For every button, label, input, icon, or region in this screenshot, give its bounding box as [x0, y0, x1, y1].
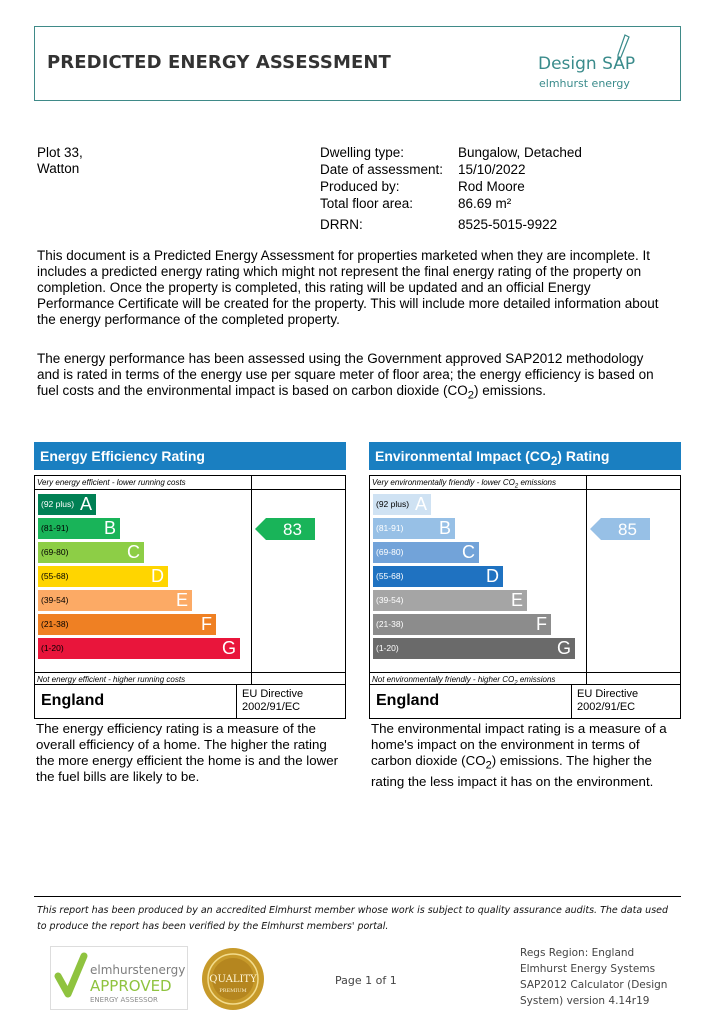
top-caption	[372, 478, 556, 490]
description-text: ) emissions. The higher the rating the less impact it has on the environment.	[371, 753, 654, 789]
chart-description	[371, 721, 681, 790]
band-range: (81-91)	[41, 523, 69, 533]
title-text: Environmental Impact (CO	[375, 448, 551, 464]
detail-label: Total floor area:	[320, 196, 414, 211]
rating-band-d	[373, 566, 503, 587]
current-rating-pointer	[590, 518, 660, 540]
title-text: ) Rating	[557, 448, 610, 464]
grid-line	[35, 672, 345, 673]
footer-note: This report has been produced by an accredited Elmhurst member whose work is subject to quality assurance audits. The data used to produce the report has been verified by the Elmhurst members' portal.	[37, 905, 669, 932]
top-caption: Very energy efficient - lower running costs	[37, 478, 186, 487]
band-letter: E	[510, 590, 523, 610]
detail-value: Bungalow, Detached	[458, 145, 582, 160]
bottom-caption: Not energy efficient - higher running costs	[37, 675, 186, 684]
address-line: Watton	[37, 161, 80, 176]
eu-directive	[242, 688, 303, 714]
regs-line: Regs Region: England	[520, 947, 635, 959]
property-address	[37, 145, 83, 177]
directive-line: 2002/91/EC	[242, 701, 301, 713]
energy-efficiency-chart	[34, 442, 346, 784]
pointer-tip	[255, 518, 266, 540]
description-text: The environmental impact rating is a measure of a home's impact on the environment in terms of carbon dioxide (CO	[371, 721, 667, 768]
rating-band-g	[38, 638, 240, 659]
caption-text: Not environmentally friendly - higher CO	[372, 675, 515, 684]
rating-band-c	[38, 542, 144, 563]
address-line: Plot 33,	[37, 145, 83, 160]
rating-band-c	[373, 542, 479, 563]
design-sap-logo: Design SAP	[538, 54, 636, 74]
rating-band-e	[373, 590, 527, 611]
page-title: PREDICTED ENERGY ASSESSMENT	[47, 52, 391, 73]
band-range: (1-20)	[41, 643, 64, 653]
seal-text: QUALITY	[209, 974, 257, 985]
rating-band-a	[373, 494, 431, 515]
chart-footer	[34, 685, 346, 719]
environmental-impact-chart	[369, 442, 681, 789]
regs-line: SAP2012 Calculator (Design	[520, 979, 668, 991]
pen-icon	[615, 33, 631, 63]
grid-divider	[251, 476, 252, 684]
directive-line: EU Directive	[577, 688, 639, 700]
approved-assessor-badge	[50, 946, 188, 1010]
caption-text: Very environmentally friendly - lower CO	[372, 478, 515, 487]
band-range: (69-80)	[41, 547, 69, 557]
chart-title	[369, 442, 681, 470]
band-letter: A	[79, 494, 92, 514]
band-range: (92 plus)	[41, 499, 75, 509]
current-rating-pointer	[255, 518, 325, 540]
band-range: (21-38)	[376, 619, 404, 629]
approved-brand: elmhurstenergy	[90, 963, 186, 977]
rating-grid	[34, 475, 346, 685]
chart-title: Energy Efficiency Rating	[34, 442, 346, 470]
regs-info	[520, 945, 667, 1009]
pointer-tip	[590, 518, 601, 540]
seal-sub: PREMIUM	[219, 988, 247, 994]
band-letter: D	[486, 566, 499, 586]
country-label: England	[41, 692, 105, 709]
current-rating-value: 85	[618, 520, 637, 539]
elmhurst-energy-logo-text: elmhurst energy	[539, 77, 630, 90]
intro-paragraph: This document is a Predicted Energy Assessment for properties marketed when they are incomplete. It includes a predicted energy rating which might not represent the final energy rating of the property on completion. Once the property is completed, this rating will be updated and an official Energy Performance Certificate will be created for the property. This will include more detailed information about the energy performance of the completed property.	[37, 248, 659, 327]
band-range: (21-38)	[41, 619, 69, 629]
page-number: Page 1 of 1	[335, 974, 397, 987]
band-letter: G	[221, 638, 236, 658]
methodology-paragraph	[37, 351, 667, 404]
rating-band-b	[38, 518, 120, 539]
band-range: (69-80)	[376, 547, 404, 557]
band-range: (55-68)	[376, 571, 404, 581]
band-letter: E	[175, 590, 188, 610]
regs-line: System) version 4.14r19	[520, 995, 650, 1007]
current-rating-value: 83	[283, 520, 302, 539]
rating-grid	[369, 475, 681, 685]
band-letter: F	[201, 614, 212, 634]
footer-divider	[34, 896, 681, 897]
grid-line	[370, 672, 680, 673]
subscript: 2	[514, 680, 518, 687]
detail-value: Rod Moore	[458, 179, 525, 194]
grid-divider	[586, 476, 587, 684]
band-letter: F	[536, 614, 547, 634]
band-range: (81-91)	[376, 523, 404, 533]
eu-directive	[577, 688, 638, 714]
detail-value: 86.69 m²	[458, 196, 512, 211]
country-label: England	[376, 692, 440, 709]
regs-line: Elmhurst Energy Systems	[520, 963, 656, 975]
detail-value: 15/10/2022	[458, 162, 526, 177]
band-letter: C	[462, 542, 475, 562]
band-letter: G	[556, 638, 571, 658]
caption-text: emissions	[517, 675, 556, 684]
approved-label: APPROVED	[90, 977, 172, 995]
rating-band-f	[38, 614, 216, 635]
subscript: 2	[467, 389, 474, 402]
directive-line: EU Directive	[242, 688, 304, 700]
detail-label: DRRN:	[320, 217, 363, 232]
band-letter: C	[127, 542, 140, 562]
rating-band-g	[373, 638, 575, 659]
band-letter: B	[103, 518, 116, 538]
subscript: 2	[485, 759, 492, 772]
rating-band-a	[38, 494, 96, 515]
band-range: (39-54)	[376, 595, 404, 605]
chart-description: The energy efficiency rating is a measure of the overall efficiency of a home. The higher the rating the more energy efficient the home is and the lower the fuel bills are likely to be.	[36, 721, 339, 784]
quality-seal-icon	[200, 946, 266, 1012]
header-box	[34, 26, 681, 101]
footer-divider	[571, 685, 572, 718]
rating-band-d	[38, 566, 168, 587]
band-range: (1-20)	[376, 643, 399, 653]
subscript: 2	[550, 454, 558, 468]
detail-label: Dwelling type:	[320, 145, 405, 160]
methodology-text: The energy performance has been assessed using the Government approved SAP2012 methodology and is rated in terms of the energy use per square meter of floor area; the energy efficiency is based on fuel costs and the environmental impact is based on carbon dioxide (CO	[37, 351, 654, 398]
methodology-text: ) emissions.	[474, 383, 547, 398]
detail-value: 8525-5015-9922	[458, 217, 558, 232]
band-letter: B	[438, 518, 451, 538]
chart-footer	[369, 685, 681, 719]
band-range: (39-54)	[41, 595, 69, 605]
approved-sub: ENERGY ASSESSOR	[90, 996, 158, 1004]
band-letter: D	[151, 566, 164, 586]
rating-band-e	[38, 590, 192, 611]
detail-label: Date of assessment:	[320, 162, 444, 177]
grid-line	[35, 489, 345, 490]
subscript: 2	[514, 483, 519, 490]
detail-label: Produced by:	[320, 179, 400, 194]
band-range: (55-68)	[41, 571, 69, 581]
directive-line: 2002/91/EC	[577, 701, 636, 713]
rating-band-f	[373, 614, 551, 635]
band-letter: A	[414, 494, 427, 514]
caption-text: emissions	[518, 478, 557, 487]
rating-band-b	[373, 518, 455, 539]
footer-divider	[236, 685, 237, 718]
band-range: (92 plus)	[376, 499, 410, 509]
